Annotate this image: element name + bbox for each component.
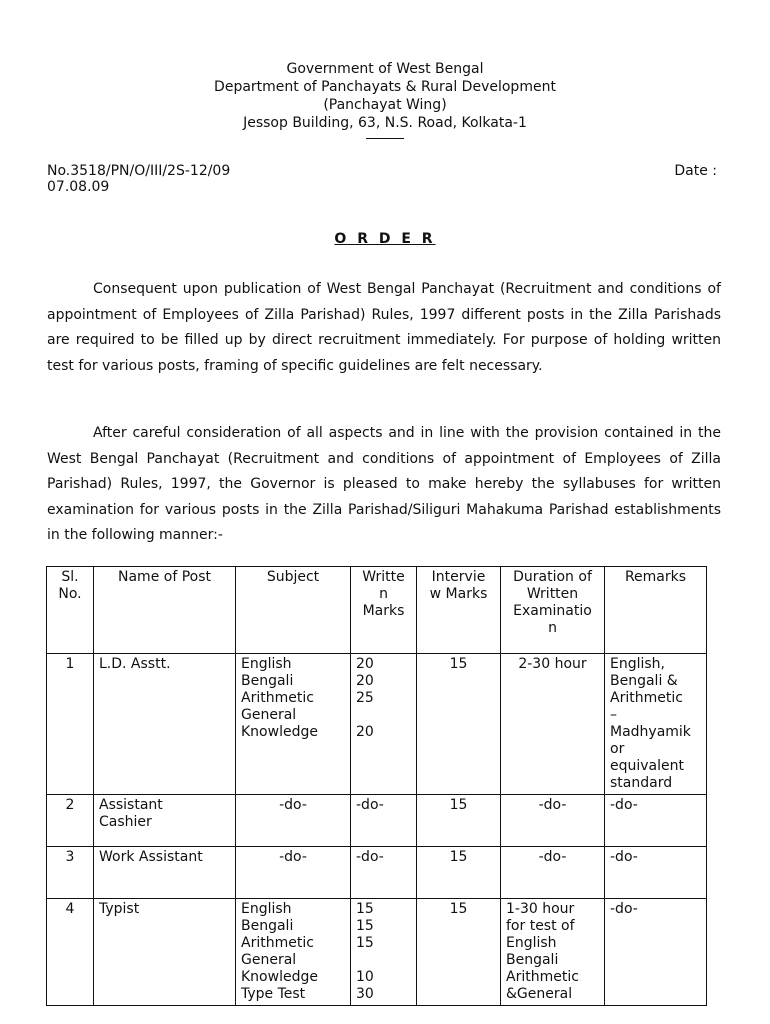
row-duration: 1-30 hour for test of English Bengali Arithmetic &General xyxy=(501,899,605,1006)
row-post: Typist xyxy=(94,899,236,1006)
paragraph-consequent: Consequent upon publication of West Bengal Panchayat (Recruitment and conditions of appointment of Employees of Zilla Parishad) Rules, 1997 different posts in the Zilla Parishads are required to be filled up by direct recruitment immediately. For purpose of holding written test for various posts, framing of specific guidelines are felt necessary. xyxy=(47,281,721,374)
syllabus-table xyxy=(46,566,707,1006)
table-row xyxy=(47,847,707,899)
row-written-marks: 20 20 25 20 xyxy=(351,654,417,795)
row-sl-no: 3 xyxy=(47,847,94,899)
header-department: Department of Panchayats & Rural Development xyxy=(214,79,556,95)
row-remarks: -do- xyxy=(605,795,707,847)
date-label: Date : xyxy=(674,163,717,179)
header-address: Jessop Building, 63, N.S. Road, Kolkata-1 xyxy=(243,115,527,131)
header-government: Government of West Bengal xyxy=(286,61,484,77)
document-header xyxy=(0,60,770,139)
header-duration: Duration of Written Examinatio n xyxy=(501,567,605,654)
header-divider xyxy=(366,138,404,139)
row-subjects: English Bengali Arithmetic General Knowledge Type Test xyxy=(236,899,351,1006)
table-row xyxy=(47,654,707,795)
date-value: 07.08.09 xyxy=(47,179,110,195)
header-subject: Subject xyxy=(236,567,351,654)
row-interview-marks: 15 xyxy=(417,795,501,847)
row-post: Work Assistant xyxy=(94,847,236,899)
order-number: No.3518/PN/O/III/2S-12/09 xyxy=(47,163,231,179)
row-written-marks: -do- xyxy=(351,847,417,899)
row-interview-marks: 15 xyxy=(417,899,501,1006)
row-subjects: English Bengali Arithmetic General Knowledge xyxy=(236,654,351,795)
header-written-marks: Writte n Marks xyxy=(351,567,417,654)
row-written-marks: -do- xyxy=(351,795,417,847)
header-remarks: Remarks xyxy=(605,567,707,654)
row-duration: -do- xyxy=(501,847,605,899)
row-interview-marks: 15 xyxy=(417,847,501,899)
header-name-of-post: Name of Post xyxy=(94,567,236,654)
row-sl-no: 1 xyxy=(47,654,94,795)
header-sl-no: Sl. No. xyxy=(47,567,94,654)
header-interview-marks: Intervie w Marks xyxy=(417,567,501,654)
header-wing: (Panchayat Wing) xyxy=(323,97,447,113)
row-subjects: -do- xyxy=(236,795,351,847)
row-remarks: English, Bengali & Arithmetic – Madhyamik or equivalent standard xyxy=(605,654,707,795)
row-remarks: -do- xyxy=(605,899,707,1006)
row-interview-marks: 15 xyxy=(417,654,501,795)
row-duration: 2-30 hour xyxy=(501,654,605,795)
row-subjects: -do- xyxy=(236,847,351,899)
row-written-marks: 15 15 15 10 30 xyxy=(351,899,417,1006)
row-duration: -do- xyxy=(501,795,605,847)
order-title: O R D E R xyxy=(334,231,436,247)
table-row xyxy=(47,899,707,1006)
paragraph-consideration: After careful consideration of all aspects and in line with the provision contained in the West Bengal Panchayat (Recruitment and conditions of appointment of Employees of Zilla Parishad) Rules, 1997, the Governor is pleased to make hereby the syllabuses for written examination for various posts in the Zilla Parishad/Siliguri Mahakuma Parishad establishments in the following manner:- xyxy=(47,425,721,543)
table-header-row xyxy=(47,567,707,654)
row-sl-no: 2 xyxy=(47,795,94,847)
row-sl-no: 4 xyxy=(47,899,94,1006)
table-row xyxy=(47,795,707,847)
row-remarks: -do- xyxy=(605,847,707,899)
row-post: Assistant Cashier xyxy=(94,795,236,847)
row-post: L.D. Asstt. xyxy=(94,654,236,795)
